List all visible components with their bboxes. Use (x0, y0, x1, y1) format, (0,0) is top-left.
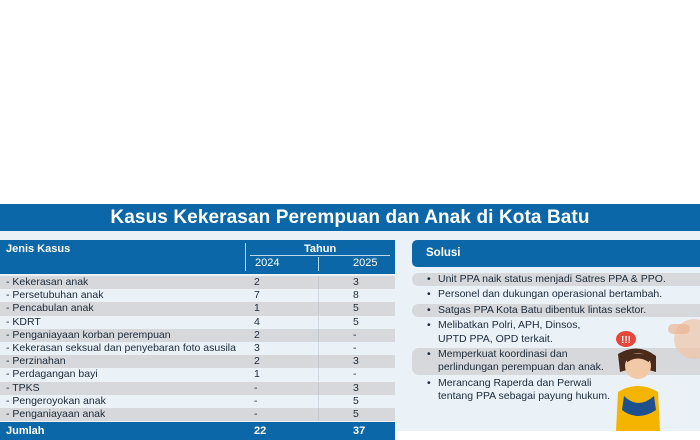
case-name: - TPKS (6, 381, 40, 394)
table-row (0, 316, 395, 329)
case-name: - Persetubuhan anak (6, 289, 104, 302)
value-2024: 2 (254, 355, 260, 368)
value-2025: 3 (353, 355, 359, 368)
value-2024: 3 (254, 341, 260, 354)
header-underline (250, 255, 390, 256)
solusi-text: Satgas PPA Kota Batu dibentuk lintas sektor. (438, 303, 647, 316)
adult-finger-shape (668, 324, 690, 334)
bullet: • (427, 288, 431, 301)
cell-divider (318, 316, 319, 329)
header-year-2025: 2025 (353, 257, 378, 269)
case-name: - Penganiayaan anak (6, 407, 106, 420)
value-2025: 5 (353, 407, 359, 420)
table-row (0, 355, 395, 368)
cell-divider (318, 289, 319, 302)
table-row (0, 368, 395, 381)
table-total-row (0, 422, 395, 440)
value-2024: 1 (254, 302, 260, 315)
header-divider (245, 243, 246, 271)
case-name: - Pencabulan anak (6, 302, 94, 315)
solusi-text: Melibatkan Polri, APH, Dinsos, (438, 319, 581, 332)
solusi-text: Merancang Raperda dan Perwali (438, 376, 592, 389)
case-table (0, 240, 395, 437)
title-banner (0, 204, 700, 231)
cell-divider (318, 276, 319, 289)
list-item (412, 273, 700, 286)
value-2025: - (353, 328, 357, 341)
year-divider (318, 257, 319, 271)
value-2024: 2 (254, 276, 260, 288)
table-row (0, 382, 395, 395)
alert-text: !!! (621, 335, 631, 346)
table-row (0, 329, 395, 342)
cell-divider (318, 355, 319, 368)
value-2025: - (353, 368, 357, 381)
value-2024: 2 (254, 328, 260, 341)
value-2025: - (353, 341, 357, 354)
value-2024: - (254, 381, 258, 394)
case-name: - Penganiayaan korban perempuan (6, 328, 171, 341)
case-name: - Pengeroyokan anak (6, 394, 106, 407)
value-2024: 1 (254, 368, 260, 381)
total-label: Jumlah (6, 425, 45, 437)
page-title: Kasus Kekerasan Perempuan dan Anak di Kota Batu (110, 206, 590, 228)
bullet: • (427, 319, 431, 332)
header-jenis-kasus: Jenis Kasus (6, 243, 71, 255)
case-name: - KDRT (6, 315, 41, 328)
value-2025: 5 (353, 394, 359, 407)
solusi-title: Solusi (426, 247, 461, 259)
value-2025: 8 (353, 289, 359, 302)
total-2024: 22 (254, 425, 267, 437)
solusi-text: UPTD PPA, OPD terkait. (438, 332, 553, 345)
value-2025: 3 (353, 381, 359, 394)
value-2024: 7 (254, 289, 260, 302)
cell-divider (318, 395, 319, 408)
value-2025: 3 (353, 276, 359, 288)
case-name: - Kekerasan anak (6, 276, 89, 288)
cell-divider (318, 329, 319, 342)
child-illustration (604, 314, 700, 431)
solusi-header (412, 240, 700, 267)
bullet: • (427, 273, 431, 285)
table-row (0, 408, 395, 421)
header-tahun: Tahun (304, 243, 337, 255)
solusi-text: Unit PPA naik status menjadi Satres PPA & PPO. (438, 273, 666, 285)
cell-divider (318, 408, 319, 421)
value-2024: - (254, 394, 258, 407)
cell-divider (318, 342, 319, 355)
solusi-text: Personel dan dukungan operasional bertambah. (438, 288, 663, 301)
list-item (412, 288, 700, 301)
bullet: • (427, 376, 431, 389)
value-2025: 5 (353, 315, 359, 328)
table-header (0, 240, 395, 274)
table-row (0, 302, 395, 315)
cell-divider (318, 368, 319, 381)
solusi-text: perlindungan perempuan dan anak. (438, 361, 604, 374)
value-2024: 4 (254, 315, 260, 328)
solusi-text: tentang PPA sebagai payung hukum. (438, 390, 611, 403)
total-2025: 37 (353, 425, 366, 437)
case-name: - Perdagangan bayi (6, 368, 98, 381)
table-row (0, 395, 395, 408)
case-name: - Kekerasan seksual dan penyebaran foto asusila (6, 341, 236, 354)
bullet: • (427, 303, 431, 316)
content-panel (0, 231, 700, 437)
table-row (0, 342, 395, 355)
bullet: • (427, 348, 431, 361)
table-body (0, 276, 395, 421)
case-name: - Perzinahan (6, 355, 66, 368)
value-2025: 5 (353, 302, 359, 315)
table-row (0, 289, 395, 302)
solusi-text: Memperkuat koordinasi dan (438, 348, 568, 361)
header-year-2024: 2024 (255, 257, 280, 269)
cell-divider (318, 382, 319, 395)
cell-divider (318, 302, 319, 315)
value-2024: - (254, 407, 258, 420)
table-row (0, 276, 395, 289)
